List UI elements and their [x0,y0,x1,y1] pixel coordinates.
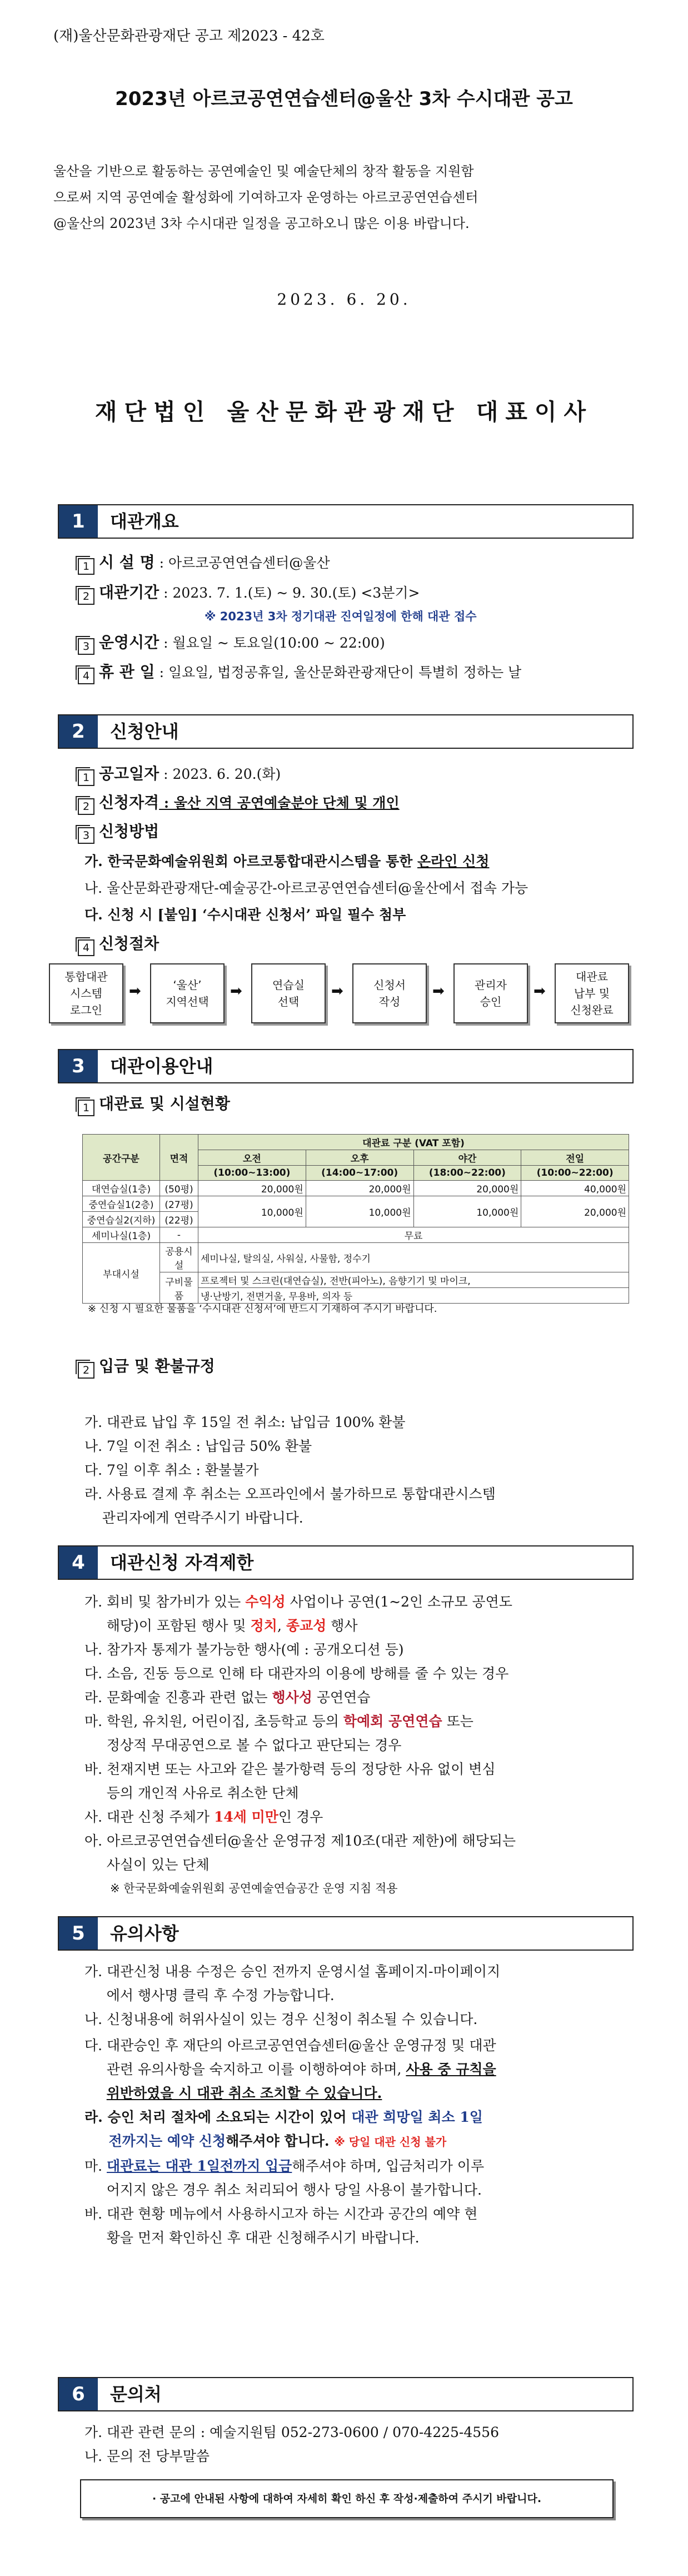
announcement-date: 2023. 6. 20. [277,290,411,309]
intro-line: 울산을 기반으로 활동하는 공연예술인 및 예술단체의 창작 활동을 지원함 [53,163,474,179]
header-space: 공간구분 [83,1135,160,1181]
s1-item-facility [78,551,330,575]
s1-item-hours [78,631,385,655]
section-title: 대관개요 [110,511,179,532]
flow-text: 선택 [277,995,300,1008]
number-box: 2 [78,798,94,815]
s1-note: ※ 2023년 3차 정기대관 진여일정에 한해 대관 접수 [205,610,477,623]
flow-text: 로그인 [70,1003,102,1017]
section-2-header [58,714,634,749]
arrow-right-icon: ➡ [129,983,141,999]
s2-item-date [78,763,281,786]
header-fee: 대관료 구분 (VAT 포함) [198,1135,629,1150]
number-box: 3 [78,638,94,655]
list-item: 정상적 무대공연으로 볼 수 없다고 판단되는 경우 [84,1737,402,1753]
refund-line: 가. 대관료 납입 후 15일 전 취소: 납입금 100% 환불 [84,1414,406,1430]
table-cell: 중연습실2(지하) [83,1212,160,1227]
list-item: 관련 유의사항을 숙지하고 이를 이행하여야 하며, 사용 중 규칙을 [84,2061,496,2077]
table-cell: 10,000원 [306,1196,413,1227]
header-area: 면적 [160,1135,198,1181]
item-label: 운영시간 [99,633,159,652]
section-title: 유의사항 [110,1923,179,1944]
item-label: 신청방법 [99,822,159,841]
number-box: 4 [78,668,94,684]
s2-method-a [84,851,489,873]
list-item: 바. 대관 현황 메뉴에서 사용하시고자 하는 시간과 공간의 예약 현 [84,2206,478,2222]
list-item: 황을 먼저 확인하신 후 대관 신청해주시기 바랍니다. [84,2230,420,2246]
intro-line: 으로써 지역 공연예술 활성화에 기여하고자 운영하는 아르코공연연습센터 [53,190,478,205]
slot-time: (10:00~13:00) [198,1166,306,1181]
arrow-right-icon: ➡ [331,983,343,999]
slot-time: (14:00~17:00) [306,1166,413,1181]
contact-info [84,2420,499,2468]
refund-rules [84,1386,496,1554]
slot-name: 오전 [198,1150,306,1166]
flow-step-region [150,963,225,1023]
section-5-header [58,1916,634,1951]
item-label: 공고일자 [99,764,159,783]
table-cell: 냉·난방기, 전면거울, 무용바, 의자 등 [198,1288,629,1304]
section-number: 3 [59,1050,98,1082]
slot-time: (18:00~22:00) [413,1166,521,1181]
item-label: 신청절차 [99,934,159,953]
item-value: : 울산 지역 공연예술분야 단체 및 개인 [159,795,400,811]
s2-item-method [78,820,159,844]
section-number: 4 [59,1546,98,1579]
item-value: : 일요일, 법정공휴일, 울산문화관광재단이 특별히 정하는 날 [154,664,522,680]
flow-text: 관리자 [475,978,507,992]
flow-step-room [251,963,326,1023]
list-item: 해당)이 포함된 행사 및 정치, 종교성 행사 [84,1618,358,1634]
flow-text: 대관료 [576,970,608,983]
list-item: 등의 개인적 사유로 취소한 단체 [84,1785,299,1801]
table-row [83,1227,629,1243]
refund-line: 라. 사용료 결제 후 취소는 오프라인에서 불가하므로 통합대관시스템 [84,1486,496,1502]
flow-text: 신청서 [373,978,406,992]
sub-title: 대관료 및 시설현황 [99,1095,230,1113]
list-item: 전까지는 예약 신청해주셔야 합니다. ※ 당일 대관 신청 불가 [108,2133,447,2149]
table-row [83,1181,629,1196]
section-title: 대관신청 자격제한 [110,1552,254,1573]
table-cell: - [160,1227,198,1243]
table-cell: 40,000원 [521,1181,629,1196]
s4-note: ※ 한국문화예술위원회 공연예술연습공간 운영 지침 적용 [110,1882,398,1895]
flow-step-login [49,963,123,1023]
flow-text: 납부 및 [574,987,610,1000]
item-label: 대관기간 [99,583,159,601]
flow-text: ‘울산’ [173,978,202,992]
section-1-header [58,504,634,539]
slot-name: 전일 [521,1150,629,1166]
s2-item-procedure [78,933,159,956]
flow-text: 통합대관 [64,970,108,983]
section-3-header [58,1049,634,1083]
table-cell: 세미나실(1층) [83,1227,160,1243]
list-item: 바. 천재지변 또는 사고와 같은 불가항력 등의 정당한 사유 없이 변심 [84,1761,496,1777]
flow-step-payment [555,963,629,1023]
number-box: 1 [78,1100,94,1116]
section-6-header [58,2377,634,2411]
table-cell: 20,000원 [413,1181,521,1196]
s2-item-eligibility [78,792,400,815]
table-cell: (22평) [160,1212,198,1227]
flow-step-form [352,963,427,1023]
number-box: 1 [78,558,94,575]
section-title: 문의처 [110,2384,162,2405]
flow-text: 지역선택 [166,995,209,1008]
sub-title: 입금 및 환불규정 [99,1357,215,1375]
section-title: 대관이용안내 [110,1056,213,1077]
slot-name: 야간 [413,1150,521,1166]
item-value: : 월요일 ~ 토요일(10:00 ~ 22:00) [159,635,385,651]
number-box: 4 [78,939,94,956]
list-item: 에서 행사명 클릭 후 수정 가능합니다. [84,1987,335,2003]
s2-method-c: 다. 신청 시 [붙임] ‘수시대관 신청서’ 파일 필수 첨부 [84,907,406,923]
item-label: 신청자격 [99,793,159,812]
table-cell: 무료 [198,1227,629,1243]
section-title: 신청안내 [110,721,179,742]
table-cell: (27평) [160,1196,198,1212]
contact-line: 나. 문의 전 당부말씀 [84,2448,210,2464]
table-cell: 중연습실1(2층) [83,1196,160,1212]
table-row [83,1272,629,1288]
item-value: : 2023. 7. 1.(토) ~ 9. 30.(토) <3분기> [159,585,420,601]
method-text: 가. 한국문화예술위원회 아르코통합대관시스템을 통한 [84,853,417,869]
number-box: 2 [78,588,94,605]
item-value: : 아르코공연연습센터@울산 [154,555,330,571]
flow-text: 승인 [480,995,502,1008]
table-note: ※ 신청 시 필요한 물품을 ‘수시대관 신청서’에 반드시 기재하여 주시기 바랍니다. [88,1303,437,1315]
number-box: 1 [78,769,94,786]
list-item: 라. 승인 처리 절차에 소요되는 시간이 있어 대관 희망일 최소 1일 [84,2109,483,2125]
section-number: 1 [59,505,98,538]
s3-sub-fees [78,1093,230,1116]
footer-notice: · 공고에 안내된 사항에 대하여 자세히 확인 하신 후 작성·제출하여 주시기 바랍니다. [80,2479,614,2518]
list-item: 나. 신청내용에 허위사실이 있는 경우 신청이 취소될 수 있습니다. [84,2011,478,2027]
restrictions-list [84,1590,635,1877]
page-title: 2023년 아르코공연연습센터@울산 3차 수시대관 공고 [115,88,573,110]
list-item: 마. 대관료는 대관 1일전까지 입금해주셔야 하며, 입금처리가 이루 [84,2158,485,2174]
table-cell: 10,000원 [413,1196,521,1227]
contact-line: 가. 대관 관련 문의 : 예술지원팀 052-273-0600 / 070-4225-4556 [84,2424,499,2440]
slot-name: 오후 [306,1150,413,1166]
table-cell: 공용시설 [160,1243,198,1272]
list-item: 어지지 않은 경우 취소 처리되어 행사 당일 사용이 불가합니다. [84,2182,482,2198]
refund-line: 나. 7일 이전 취소 : 납입금 50% 환불 [84,1438,312,1454]
table-row [83,1196,629,1212]
document-number: (재)울산문화관광재단 공고 제2023 - 42호 [53,28,325,44]
flow-text: 시스템 [70,987,102,1000]
table-cell: 10,000원 [198,1196,306,1227]
table-cell: 20,000원 [198,1181,306,1196]
table-cell: 20,000원 [521,1196,629,1227]
intro-line: @울산의 2023년 3차 수시대관 일정을 공고하오니 많은 이용 바랍니다. [53,216,470,231]
table-cell: 세미나실, 탈의실, 사워실, 사물함, 정수기 [198,1243,629,1272]
number-box: 2 [78,1362,94,1379]
arrow-right-icon: ➡ [534,983,546,999]
table-cell: 대연습실(1층) [83,1181,160,1196]
table-cell: 부대시설 [83,1243,160,1304]
flow-step-approval [453,963,528,1023]
method-emphasis: 온라인 신청 [417,853,490,869]
slot-time: (10:00~22:00) [521,1166,629,1181]
list-item: 사. 대관 신청 주체가 14세 미만인 경우 [84,1809,323,1825]
s1-item-period [78,581,420,605]
number-box: 3 [78,827,94,844]
list-item: 위반하였을 시 대관 취소 조치할 수 있습니다. [106,2085,382,2101]
list-item: 아. 아르코공연연습센터@울산 운영규정 제10조(대관 제한)에 해당되는 [84,1833,516,1849]
table-cell: (50평) [160,1181,198,1196]
flow-text: 신청완료 [570,1003,614,1017]
list-item: 나. 참가자 통제가 불가능한 행사(예 : 공개오디션 등) [84,1642,404,1658]
item-label: 휴 관 일 [99,663,155,681]
fee-table [82,1134,629,1304]
list-item: 사실이 있는 단체 [84,1857,210,1873]
refund-line: 관리자에게 연락주시기 바랍니다. [84,1510,303,1526]
list-item: 가. 회비 및 참가비가 있는 수익성 사업이나 공연(1~2인 소규모 공연도 [84,1594,512,1610]
list-item: 다. 소음, 진동 등으로 인해 타 대관자의 이용에 방해를 줄 수 있는 경우 [84,1665,509,1682]
section-number: 6 [59,2378,98,2410]
section-number: 5 [59,1917,98,1950]
list-item: 가. 대관신청 내용 수정은 승인 전까지 운영시설 홈페이지-마이페이지 [84,1963,501,1980]
table-row [83,1243,629,1272]
table-cell: 20,000원 [306,1181,413,1196]
list-item: 마. 학원, 유치원, 어린이집, 초등학교 등의 학예회 공연연습 또는 [84,1713,473,1729]
cautions-list [84,1960,635,2250]
arrow-right-icon: ➡ [230,983,242,999]
s3-sub-refund [78,1355,215,1379]
table-cell: 프로젝터 및 스크린(대연습실), 전반(피아노), 음향기기 및 마이크, [198,1272,629,1288]
refund-line: 다. 7일 이후 취소 : 환불불가 [84,1462,259,1478]
item-value: : 2023. 6. 20.(화) [159,766,281,782]
list-item: 라. 문화예술 진흥과 관련 없는 행사성 공연연습 [84,1689,371,1705]
item-label: 시 설 명 [99,553,155,571]
arrow-right-icon: ➡ [432,983,445,999]
s2-method-b: 나. 울산문화관광재단-예술공간-아르코공연연습센터@울산에서 접속 가능 [84,880,529,896]
intro-text [53,158,636,237]
section-4-header [58,1545,634,1580]
s1-item-closed [78,661,521,684]
flow-text: 연습실 [272,978,305,992]
flow-text: 작성 [378,995,401,1008]
section-number: 2 [59,715,98,748]
table-cell: 구비물품 [160,1272,198,1304]
issuer: 재단법인 울산문화관광재단 대표이사 [94,399,594,425]
list-item: 다. 대관승인 후 재단의 아르코공연연습센터@울산 운영규정 및 대관 [84,2037,496,2053]
